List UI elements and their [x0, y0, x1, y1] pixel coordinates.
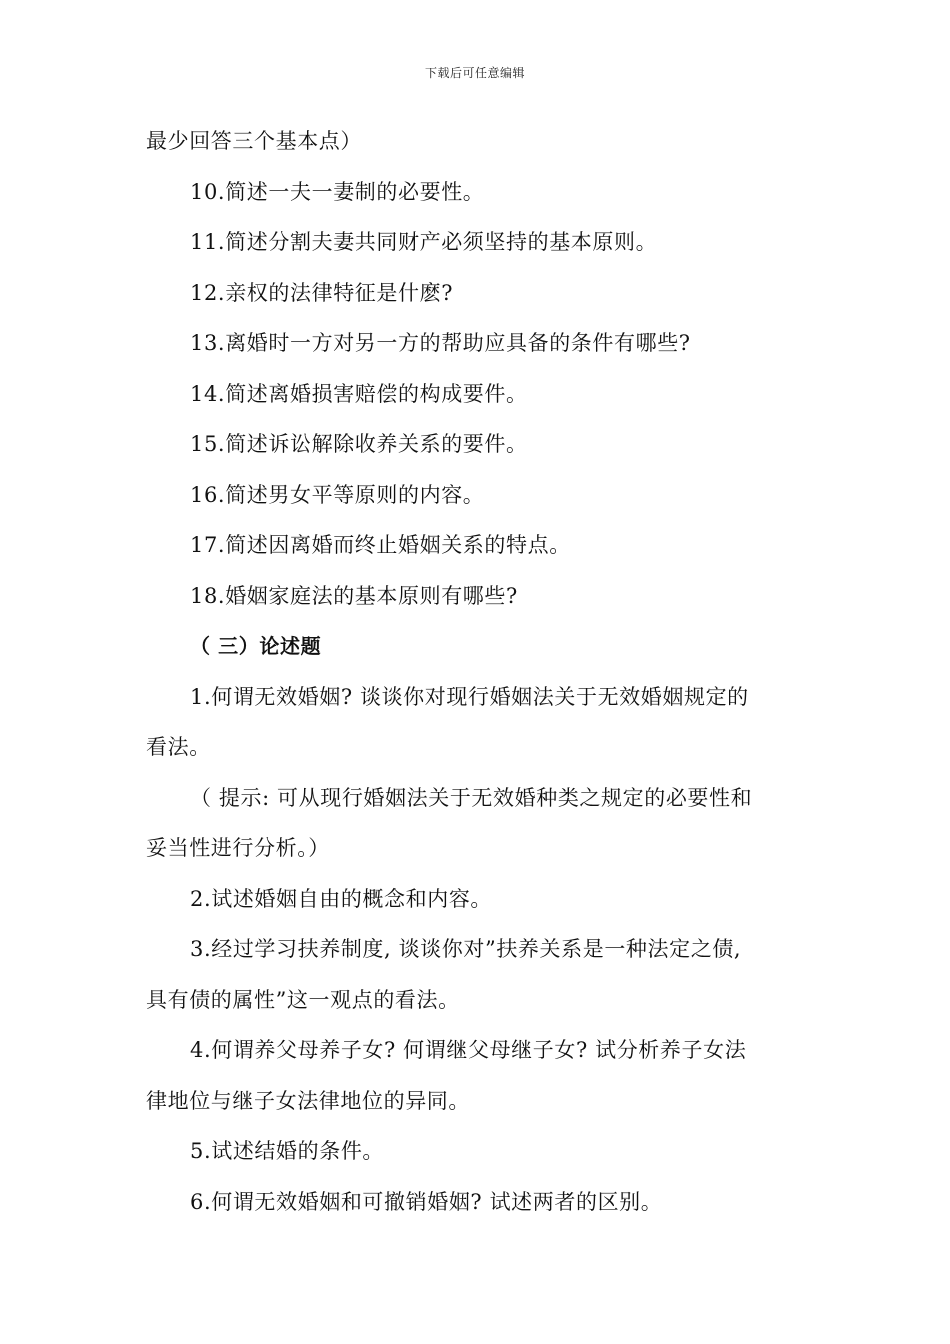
essay-question-3-cont: 具有债的属性”这一观点的看法。: [146, 987, 460, 1012]
question-10: 10.简述一夫一妻制的必要性。: [190, 179, 485, 204]
essay-question-5: 5.试述结婚的条件。: [190, 1139, 385, 1163]
question-12: 12.亲权的法律特征是什麽?: [190, 280, 454, 305]
page-header: 下载后可任意编辑: [424, 66, 525, 80]
essay-question-4-cont: 律地位与继子女法律地位的异同。: [146, 1088, 470, 1113]
question-14: 14.简述离婚损害赔偿的构成要件。: [190, 381, 528, 406]
hint-line: （ 提示: 可从现行婚姻法关于无效婚种类之规定的必要性和: [190, 785, 753, 810]
question-18: 18.婚姻家庭法的基本原则有哪些?: [190, 583, 518, 608]
question-15: 15.简述诉讼解除收养关系的要件。: [190, 432, 528, 456]
essay-question-1-cont: 看法。: [146, 735, 211, 759]
question-17: 17.简述因离婚而终止婚姻关系的特点。: [190, 533, 571, 557]
essay-question-2: 2.试述婚姻自由的概念和内容。: [190, 886, 493, 911]
question-16: 16.简述男女平等原则的内容。: [190, 482, 485, 507]
question-13: 13.离婚时一方对另一方的帮助应具备的条件有哪些?: [190, 331, 691, 355]
essay-question-6: 6.何谓无效婚姻和可撤销婚姻? 试述两者的区别。: [190, 1189, 663, 1214]
hint-line-cont: 妥当性进行分析。）: [146, 836, 330, 860]
continuation-line: 最少回答三个基本点）: [146, 129, 362, 153]
question-11: 11.简述分割夫妻共同财产必须坚持的基本原则。: [190, 230, 658, 254]
essay-question-1: 1.何谓无效婚姻? 谈谈你对现行婚姻法关于无效婚姻规定的: [190, 684, 749, 709]
essay-question-4: 4.何谓养父母养子女? 何谓继父母继子女? 试分析养子女法: [190, 1038, 747, 1062]
essay-question-3: 3.经过学习扶养制度, 谈谈你对”扶养关系是一种法定之债,: [190, 937, 742, 961]
section-heading: （ 三）论述题: [190, 634, 322, 658]
document-body: [146, 116, 816, 1227]
